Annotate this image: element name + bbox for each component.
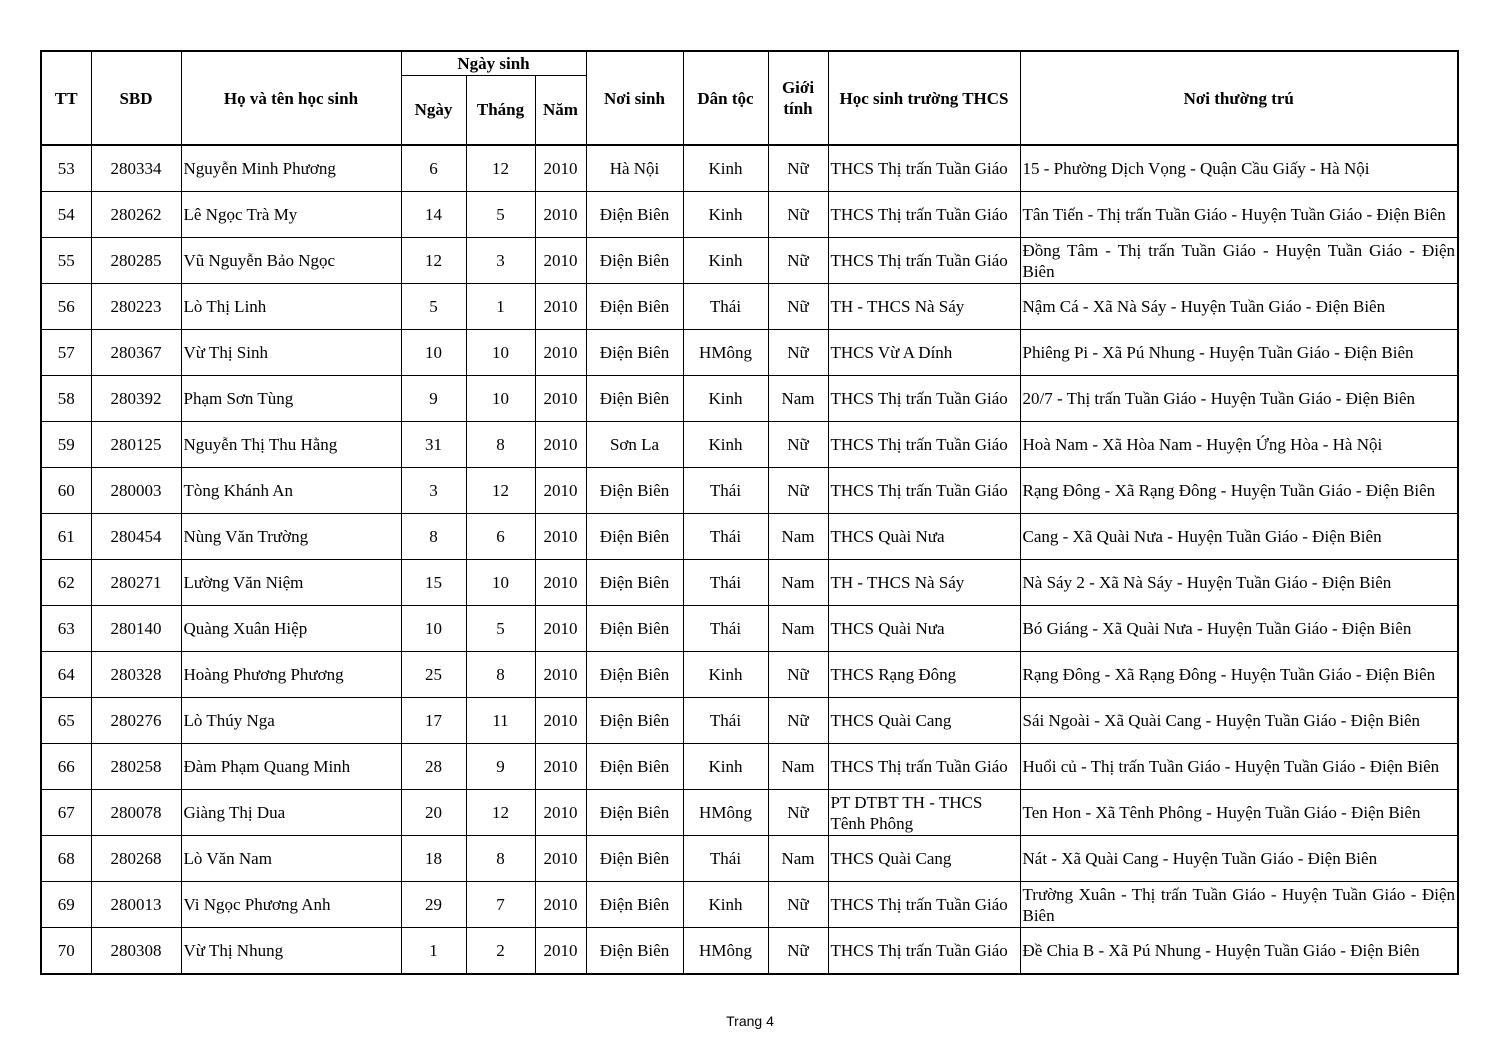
row-day: 31 [401, 422, 466, 468]
row-residence: Cang - Xã Quài Nưa - Huyện Tuần Giáo - Điện Biên [1020, 514, 1458, 560]
row-month: 8 [466, 422, 535, 468]
row-tt: 61 [41, 514, 91, 560]
row-residence: 15 - Phường Dịch Vọng - Quận Cầu Giấy - Hà Nội [1020, 145, 1458, 192]
row-birthplace: Điện Biên [586, 192, 683, 238]
row-tt: 60 [41, 468, 91, 514]
row-residence: Đồng Tâm - Thị trấn Tuần Giáo - Huyện Tuần Giáo - Điện Biên [1020, 238, 1458, 284]
row-sbd: 280367 [91, 330, 181, 376]
row-birthplace: Điện Biên [586, 698, 683, 744]
row-year: 2010 [535, 744, 586, 790]
row-ethnicity: Thái [683, 698, 768, 744]
header-birthplace: Nơi sinh [586, 51, 683, 145]
row-tt: 56 [41, 284, 91, 330]
row-month: 2 [466, 928, 535, 975]
header-day: Ngày [401, 75, 466, 145]
row-month: 8 [466, 836, 535, 882]
row-birthplace: Điện Biên [586, 376, 683, 422]
row-ethnicity: Thái [683, 284, 768, 330]
table-row [41, 698, 1458, 744]
row-day: 6 [401, 145, 466, 192]
row-month: 9 [466, 744, 535, 790]
row-day: 18 [401, 836, 466, 882]
row-ethnicity: Kinh [683, 882, 768, 928]
row-school: THCS Vừ A Dính [828, 330, 1020, 376]
row-day: 20 [401, 790, 466, 836]
row-month: 6 [466, 514, 535, 560]
row-tt: 55 [41, 238, 91, 284]
header-month: Tháng [466, 75, 535, 145]
row-gender: Nữ [768, 882, 828, 928]
row-month: 7 [466, 882, 535, 928]
row-birthplace: Điện Biên [586, 468, 683, 514]
row-tt: 69 [41, 882, 91, 928]
row-year: 2010 [535, 376, 586, 422]
row-birthplace: Điện Biên [586, 514, 683, 560]
table-row [41, 790, 1458, 836]
row-month: 12 [466, 145, 535, 192]
row-sbd: 280268 [91, 836, 181, 882]
row-gender: Nữ [768, 652, 828, 698]
row-school: THCS Quài Cang [828, 698, 1020, 744]
row-school: THCS Rạng Đông [828, 652, 1020, 698]
row-school: THCS Thị trấn Tuần Giáo [828, 145, 1020, 192]
table-row [41, 376, 1458, 422]
row-birthplace: Điện Biên [586, 238, 683, 284]
table-row [41, 238, 1458, 284]
row-name: Lường Văn Niệm [181, 560, 401, 606]
row-ethnicity: HMông [683, 790, 768, 836]
row-birthplace: Điện Biên [586, 560, 683, 606]
row-residence: Nậm Cá - Xã Nà Sáy - Huyện Tuần Giáo - Điện Biên [1020, 284, 1458, 330]
row-ethnicity: Kinh [683, 376, 768, 422]
row-sbd: 280271 [91, 560, 181, 606]
row-day: 5 [401, 284, 466, 330]
row-gender: Nam [768, 560, 828, 606]
row-name: Quàng Xuân Hiệp [181, 606, 401, 652]
row-name: Lê Ngọc Trà My [181, 192, 401, 238]
table-row [41, 882, 1458, 928]
row-gender: Nữ [768, 145, 828, 192]
table-row [41, 560, 1458, 606]
row-school: THCS Thị trấn Tuần Giáo [828, 192, 1020, 238]
row-ethnicity: HMông [683, 928, 768, 975]
row-school: PT DTBT TH - THCS Tênh Phông [828, 790, 1020, 836]
row-day: 10 [401, 606, 466, 652]
table-row [41, 192, 1458, 238]
row-sbd: 280140 [91, 606, 181, 652]
row-month: 12 [466, 790, 535, 836]
row-birthplace: Điện Biên [586, 836, 683, 882]
table-row [41, 468, 1458, 514]
row-year: 2010 [535, 790, 586, 836]
row-month: 5 [466, 192, 535, 238]
row-residence: Rạng Đông - Xã Rạng Đông - Huyện Tuần Giáo - Điện Biên [1020, 468, 1458, 514]
row-year: 2010 [535, 514, 586, 560]
row-gender: Nữ [768, 238, 828, 284]
row-school: THCS Thị trấn Tuần Giáo [828, 238, 1020, 284]
row-month: 10 [466, 376, 535, 422]
row-name: Vừ Thị Sinh [181, 330, 401, 376]
row-sbd: 280276 [91, 698, 181, 744]
row-name: Giàng Thị Dua [181, 790, 401, 836]
row-year: 2010 [535, 238, 586, 284]
row-tt: 59 [41, 422, 91, 468]
row-tt: 63 [41, 606, 91, 652]
row-month: 5 [466, 606, 535, 652]
row-gender: Nữ [768, 284, 828, 330]
row-day: 8 [401, 514, 466, 560]
row-name: Phạm Sơn Tùng [181, 376, 401, 422]
row-residence: Tân Tiến - Thị trấn Tuần Giáo - Huyện Tuần Giáo - Điện Biên [1020, 192, 1458, 238]
row-name: Tòng Khánh An [181, 468, 401, 514]
row-sbd: 280262 [91, 192, 181, 238]
row-year: 2010 [535, 330, 586, 376]
row-residence: Ten Hon - Xã Tênh Phông - Huyện Tuần Giáo - Điện Biên [1020, 790, 1458, 836]
row-day: 28 [401, 744, 466, 790]
row-gender: Nam [768, 836, 828, 882]
page-number: Trang 4 [726, 1013, 774, 1029]
row-year: 2010 [535, 192, 586, 238]
header-name: Họ và tên học sinh [181, 51, 401, 145]
row-sbd: 280003 [91, 468, 181, 514]
header-dob: Ngày sinh [401, 51, 586, 75]
table-row [41, 422, 1458, 468]
row-residence: Đề Chia B - Xã Pú Nhung - Huyện Tuần Giáo - Điện Biên [1020, 928, 1458, 975]
row-month: 12 [466, 468, 535, 514]
row-name: Đàm Phạm Quang Minh [181, 744, 401, 790]
row-residence: Hoà Nam - Xã Hòa Nam - Huyện Ứng Hòa - Hà Nội [1020, 422, 1458, 468]
row-sbd: 280013 [91, 882, 181, 928]
row-year: 2010 [535, 882, 586, 928]
row-month: 10 [466, 560, 535, 606]
row-sbd: 280328 [91, 652, 181, 698]
row-year: 2010 [535, 698, 586, 744]
row-tt: 67 [41, 790, 91, 836]
row-gender: Nữ [768, 698, 828, 744]
row-school: THCS Thị trấn Tuần Giáo [828, 928, 1020, 975]
row-gender: Nữ [768, 192, 828, 238]
row-residence: Bó Giáng - Xã Quài Nưa - Huyện Tuần Giáo - Điện Biên [1020, 606, 1458, 652]
row-gender: Nữ [768, 790, 828, 836]
row-sbd: 280308 [91, 928, 181, 975]
row-day: 12 [401, 238, 466, 284]
row-birthplace: Điện Biên [586, 790, 683, 836]
row-school: THCS Thị trấn Tuần Giáo [828, 422, 1020, 468]
row-residence: Phiêng Pi - Xã Pú Nhung - Huyện Tuần Giáo - Điện Biên [1020, 330, 1458, 376]
row-tt: 62 [41, 560, 91, 606]
row-residence: 20/7 - Thị trấn Tuần Giáo - Huyện Tuần Giáo - Điện Biên [1020, 376, 1458, 422]
row-birthplace: Hà Nội [586, 145, 683, 192]
row-ethnicity: Kinh [683, 652, 768, 698]
row-day: 17 [401, 698, 466, 744]
row-school: THCS Thị trấn Tuần Giáo [828, 882, 1020, 928]
row-name: Lò Thúy Nga [181, 698, 401, 744]
row-birthplace: Sơn La [586, 422, 683, 468]
row-sbd: 280223 [91, 284, 181, 330]
row-residence: Huổi củ - Thị trấn Tuần Giáo - Huyện Tuần Giáo - Điện Biên [1020, 744, 1458, 790]
row-gender: Nữ [768, 422, 828, 468]
row-residence: Nà Sáy 2 - Xã Nà Sáy - Huyện Tuần Giáo - Điện Biên [1020, 560, 1458, 606]
row-birthplace: Điện Biên [586, 284, 683, 330]
row-gender: Nam [768, 606, 828, 652]
row-tt: 53 [41, 145, 91, 192]
row-gender: Nữ [768, 330, 828, 376]
table-row [41, 606, 1458, 652]
table-row [41, 514, 1458, 560]
table-row [41, 145, 1458, 192]
row-gender: Nữ [768, 468, 828, 514]
row-month: 3 [466, 238, 535, 284]
row-day: 9 [401, 376, 466, 422]
row-ethnicity: Thái [683, 560, 768, 606]
row-name: Vũ Nguyễn Bảo Ngọc [181, 238, 401, 284]
row-gender: Nam [768, 744, 828, 790]
row-year: 2010 [535, 606, 586, 652]
row-tt: 66 [41, 744, 91, 790]
row-school: TH - THCS Nà Sáy [828, 284, 1020, 330]
row-name: Hoàng Phương Phương [181, 652, 401, 698]
row-school: TH - THCS Nà Sáy [828, 560, 1020, 606]
row-ethnicity: Kinh [683, 238, 768, 284]
row-ethnicity: Thái [683, 468, 768, 514]
row-month: 1 [466, 284, 535, 330]
row-year: 2010 [535, 560, 586, 606]
header-ethnicity: Dân tộc [683, 51, 768, 145]
row-year: 2010 [535, 468, 586, 514]
row-month: 11 [466, 698, 535, 744]
header-sbd: SBD [91, 51, 181, 145]
row-school: THCS Quài Cang [828, 836, 1020, 882]
row-ethnicity: Kinh [683, 192, 768, 238]
row-ethnicity: HMông [683, 330, 768, 376]
row-year: 2010 [535, 836, 586, 882]
table-row [41, 836, 1458, 882]
row-name: Nguyễn Thị Thu Hằng [181, 422, 401, 468]
row-ethnicity: Kinh [683, 145, 768, 192]
row-day: 14 [401, 192, 466, 238]
student-table [40, 50, 1459, 975]
row-day: 15 [401, 560, 466, 606]
row-school: THCS Quài Nưa [828, 514, 1020, 560]
row-sbd: 280258 [91, 744, 181, 790]
row-year: 2010 [535, 145, 586, 192]
row-birthplace: Điện Biên [586, 928, 683, 975]
row-birthplace: Điện Biên [586, 652, 683, 698]
row-residence: Sái Ngoài - Xã Quài Cang - Huyện Tuần Giáo - Điện Biên [1020, 698, 1458, 744]
row-school: THCS Quài Nưa [828, 606, 1020, 652]
row-sbd: 280334 [91, 145, 181, 192]
row-month: 10 [466, 330, 535, 376]
row-month: 8 [466, 652, 535, 698]
table-row [41, 928, 1458, 975]
table-row [41, 330, 1458, 376]
row-residence: Rạng Đông - Xã Rạng Đông - Huyện Tuần Giáo - Điện Biên [1020, 652, 1458, 698]
row-tt: 70 [41, 928, 91, 975]
row-birthplace: Điện Biên [586, 882, 683, 928]
table-row [41, 284, 1458, 330]
row-sbd: 280285 [91, 238, 181, 284]
row-name: Vừ Thị Nhung [181, 928, 401, 975]
table-row [41, 652, 1458, 698]
row-name: Vi Ngọc Phương Anh [181, 882, 401, 928]
row-gender: Nam [768, 376, 828, 422]
row-tt: 54 [41, 192, 91, 238]
row-year: 2010 [535, 422, 586, 468]
header-residence: Nơi thường trú [1020, 51, 1458, 145]
row-residence: Nát - Xã Quài Cang - Huyện Tuần Giáo - Điện Biên [1020, 836, 1458, 882]
row-sbd: 280125 [91, 422, 181, 468]
row-birthplace: Điện Biên [586, 744, 683, 790]
row-year: 2010 [535, 652, 586, 698]
row-ethnicity: Kinh [683, 744, 768, 790]
row-school: THCS Thị trấn Tuần Giáo [828, 744, 1020, 790]
row-ethnicity: Kinh [683, 422, 768, 468]
row-tt: 58 [41, 376, 91, 422]
row-year: 2010 [535, 928, 586, 975]
row-gender: Nữ [768, 928, 828, 975]
row-year: 2010 [535, 284, 586, 330]
row-tt: 57 [41, 330, 91, 376]
row-name: Nùng Văn Trường [181, 514, 401, 560]
row-ethnicity: Thái [683, 606, 768, 652]
row-residence: Trường Xuân - Thị trấn Tuần Giáo - Huyện Tuần Giáo - Điện Biên [1020, 882, 1458, 928]
header-year: Năm [535, 75, 586, 145]
row-tt: 68 [41, 836, 91, 882]
header-school: Học sinh trường THCS [828, 51, 1020, 145]
row-school: THCS Thị trấn Tuần Giáo [828, 376, 1020, 422]
row-day: 1 [401, 928, 466, 975]
row-day: 10 [401, 330, 466, 376]
row-tt: 64 [41, 652, 91, 698]
row-sbd: 280454 [91, 514, 181, 560]
row-day: 29 [401, 882, 466, 928]
table-body [41, 145, 1458, 974]
row-school: THCS Thị trấn Tuần Giáo [828, 468, 1020, 514]
row-birthplace: Điện Biên [586, 330, 683, 376]
row-gender: Nam [768, 514, 828, 560]
header-gender: Giới tính [768, 51, 828, 145]
table-row [41, 744, 1458, 790]
row-tt: 65 [41, 698, 91, 744]
row-birthplace: Điện Biên [586, 606, 683, 652]
row-day: 3 [401, 468, 466, 514]
row-name: Lò Thị Linh [181, 284, 401, 330]
row-day: 25 [401, 652, 466, 698]
row-sbd: 280078 [91, 790, 181, 836]
header-tt: TT [41, 51, 91, 145]
row-ethnicity: Thái [683, 514, 768, 560]
row-name: Lò Văn Nam [181, 836, 401, 882]
row-name: Nguyễn Minh Phương [181, 145, 401, 192]
row-sbd: 280392 [91, 376, 181, 422]
row-ethnicity: Thái [683, 836, 768, 882]
